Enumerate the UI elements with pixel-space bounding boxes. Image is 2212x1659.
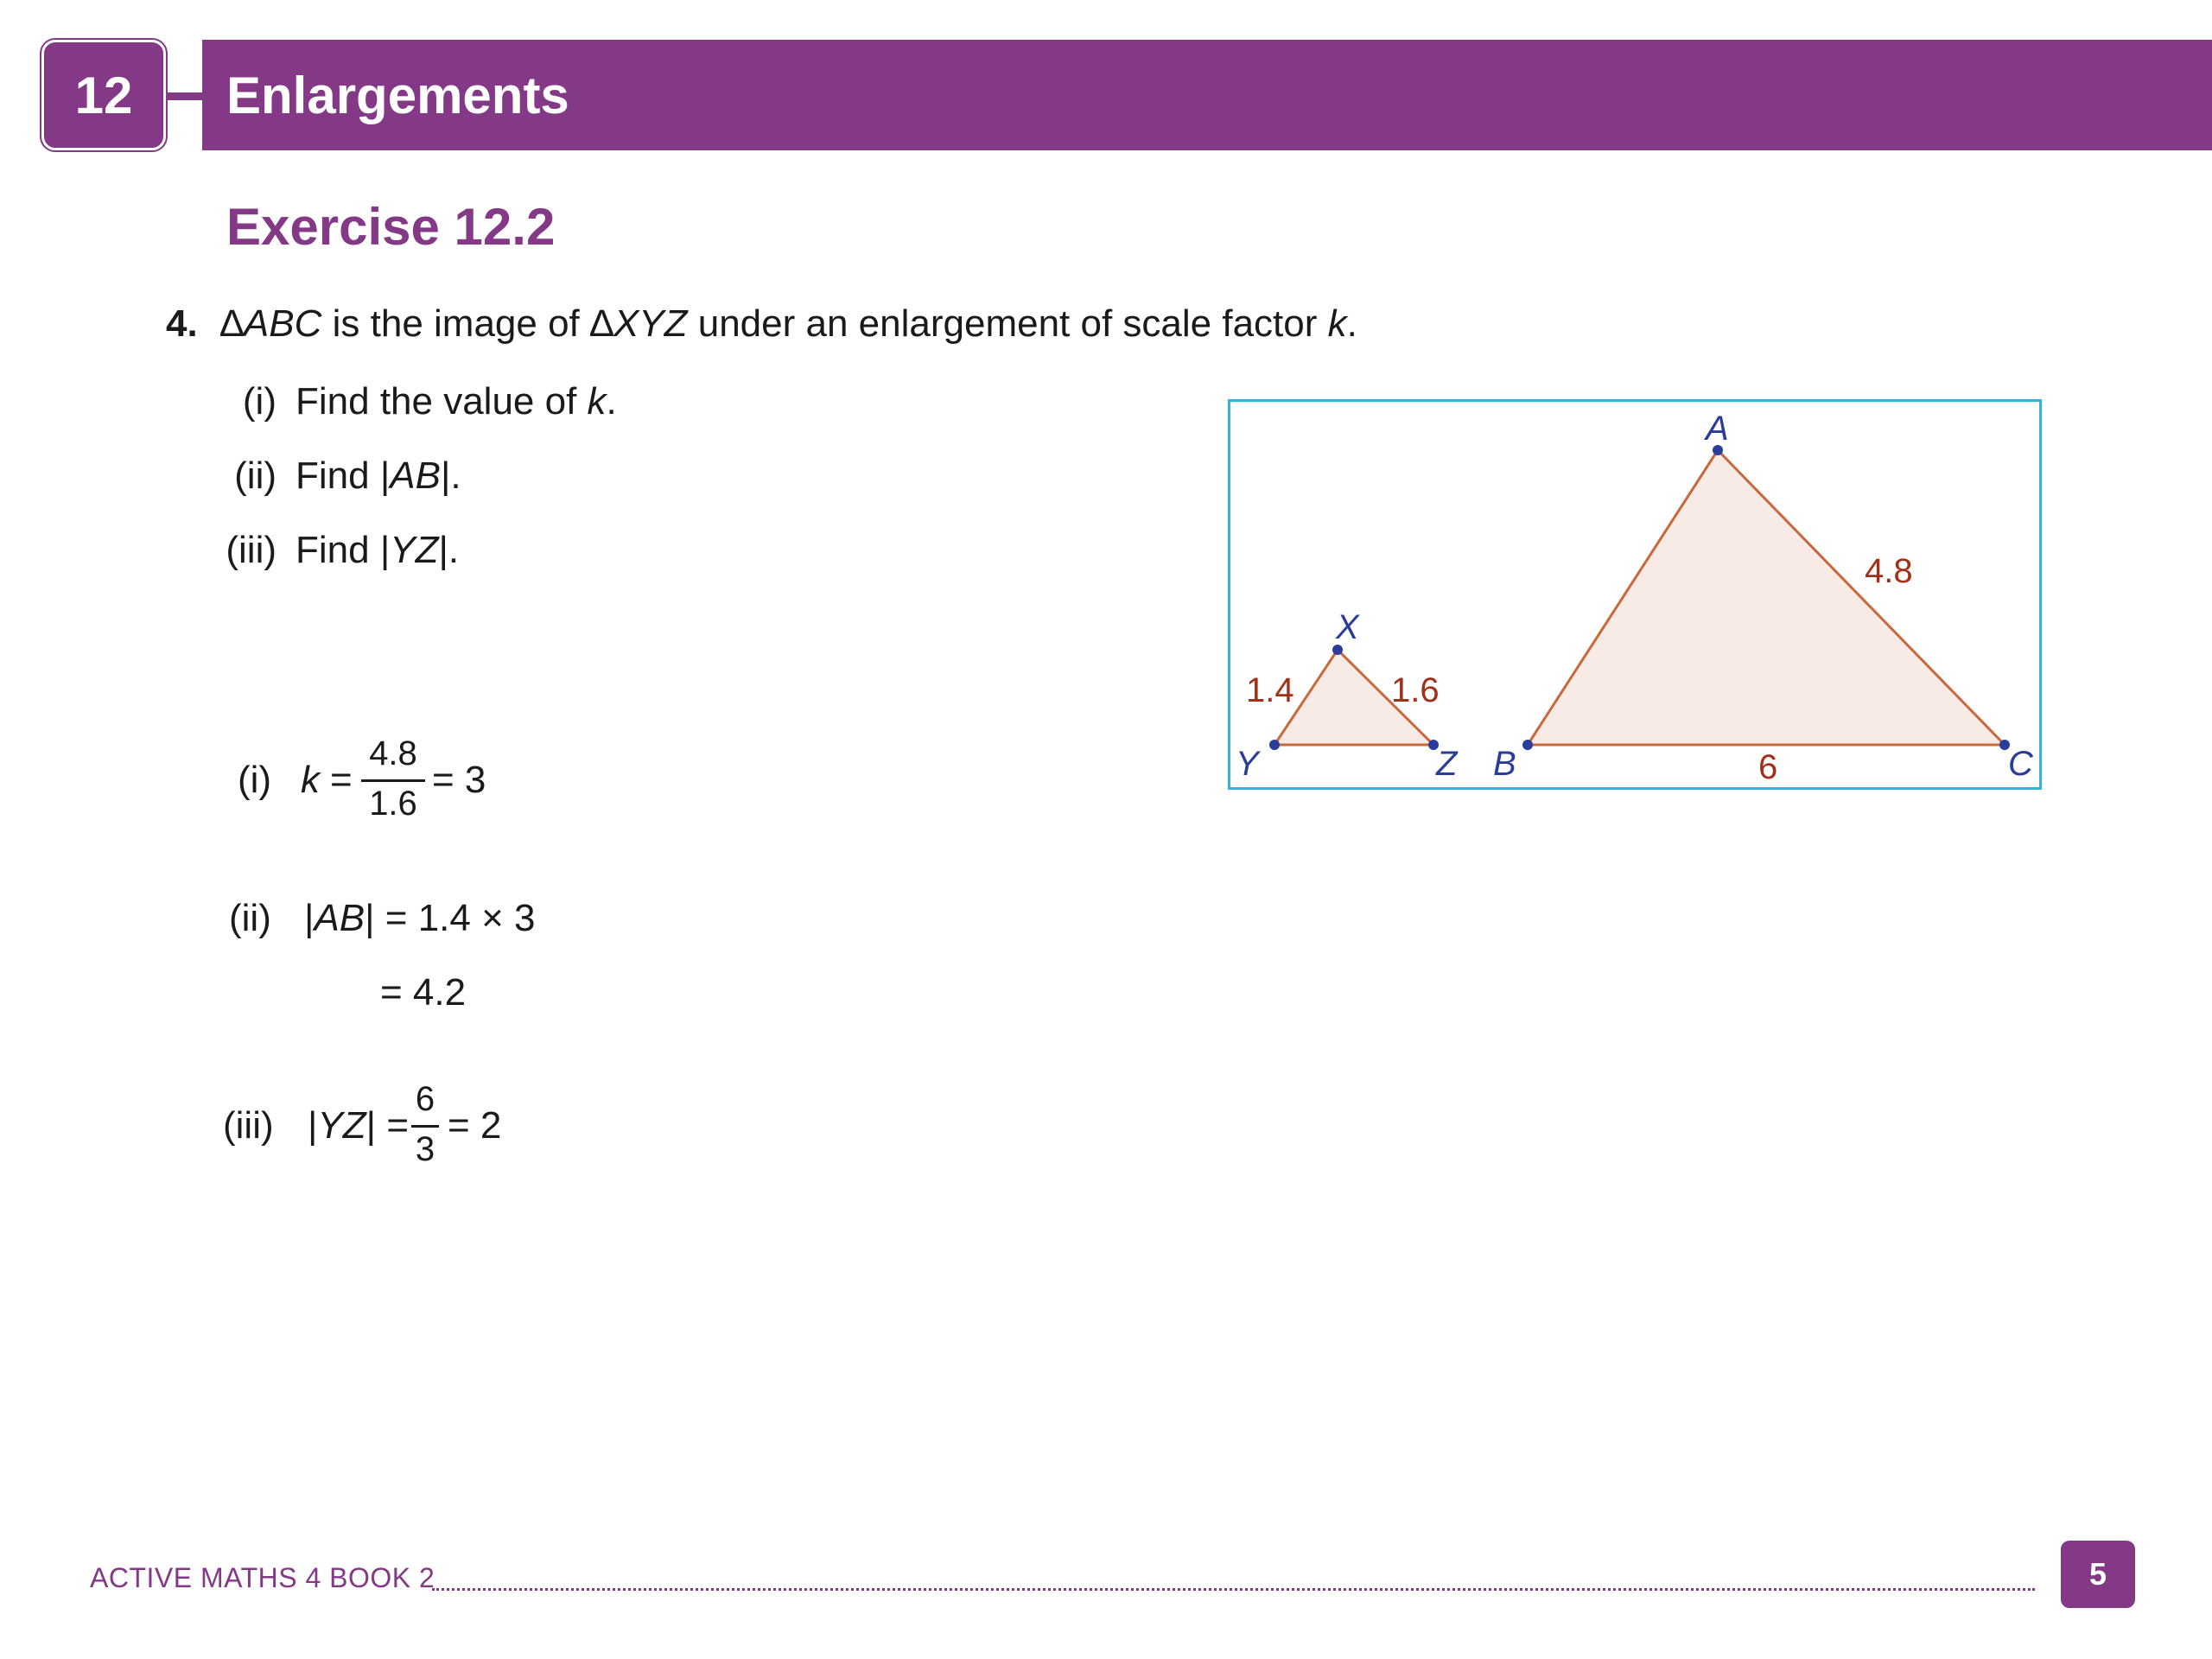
part-text-b: |. <box>438 529 460 571</box>
part-text-i <box>296 380 617 423</box>
solution-result-ii: = 4.2 <box>380 971 467 1014</box>
solution-var-k: k <box>301 759 320 801</box>
vertex-z-label: Z <box>1436 745 1458 783</box>
vertex-y-dot <box>1269 740 1280 750</box>
chapter-number-badge <box>41 40 166 150</box>
stem-text-end: under an enlargement of scale factor <box>687 302 1328 345</box>
question-number: 4. <box>166 302 198 345</box>
stem-period: . <box>1346 302 1357 345</box>
side-bc-length: 6 <box>1758 748 1778 786</box>
triangle-abc-shape <box>1528 450 2005 745</box>
triangle-xyz: XYZ <box>613 302 688 345</box>
triangle-symbol: ∆ <box>590 302 613 345</box>
vertex-y-label: Y <box>1236 745 1259 783</box>
part-text-b: . <box>606 380 617 423</box>
solution-line-ii <box>304 897 536 940</box>
page-number-badge <box>2061 1541 2135 1608</box>
fraction-bar <box>411 1125 439 1128</box>
triangles-svg <box>1230 402 2044 792</box>
solution-line-iii <box>308 1104 409 1147</box>
part-text-var: YZ <box>390 529 439 571</box>
part-label-ii: (ii) <box>234 454 276 497</box>
solution-label-iii: (iii) <box>223 1104 274 1147</box>
part-text-a: Find the value of <box>296 380 588 423</box>
footer-book-title: ACTIVE MATHS 4 BOOK 2 <box>90 1562 435 1593</box>
triangles-diagram <box>1228 399 2042 790</box>
side-xy-length: 1.4 <box>1246 671 1294 709</box>
solution-label-i: (i) <box>238 759 272 801</box>
solution-label-ii: (ii) <box>229 897 271 939</box>
part-text-a: Find | <box>296 529 391 571</box>
fraction-numerator: 4.8 <box>369 734 417 772</box>
stem-text-mid: is the image of <box>321 302 591 345</box>
part-text-b: |. <box>440 454 461 497</box>
page-number: 5 <box>2088 1556 2107 1592</box>
question-stem <box>220 302 1357 346</box>
chapter-connector <box>160 92 207 100</box>
fraction-numerator: 6 <box>415 1080 435 1118</box>
solution-equals: = <box>330 759 353 801</box>
footer-dotted-rule <box>432 1588 2035 1591</box>
part-text-var: AB <box>390 454 441 497</box>
vertex-c-label: C <box>2008 745 2033 783</box>
chapter-title: Enlargements <box>226 66 569 124</box>
solution-equals: | = <box>365 1104 410 1147</box>
part-label-i: (i) <box>242 380 276 423</box>
vertex-a-label: A <box>1706 410 1729 448</box>
vertex-b-label: B <box>1493 745 1516 783</box>
abs-bar: | <box>308 1104 318 1147</box>
triangle-abc: ABC <box>243 302 322 345</box>
part-text-a: Find | <box>296 454 391 497</box>
fraction-denominator: 3 <box>415 1130 435 1168</box>
part-text-var: k <box>587 380 607 423</box>
side-xz-length: 1.6 <box>1391 671 1440 709</box>
side-ac-length: 4.8 <box>1865 552 1913 590</box>
triangle-symbol: ∆ <box>220 302 244 345</box>
vertex-x-label: X <box>1336 608 1359 646</box>
part-text-iii <box>296 529 459 572</box>
segment-yz: YZ <box>317 1104 366 1147</box>
segment-ab: AB <box>314 897 365 939</box>
vertex-b-dot <box>1522 740 1533 750</box>
solution-expression-ii: | = 1.4 × 3 <box>365 897 536 939</box>
solution-result-iii: = 2 <box>448 1104 502 1147</box>
chapter-number: 12 <box>74 66 133 124</box>
exercise-title: Exercise 12.2 <box>226 198 556 256</box>
fraction-bar <box>361 779 425 782</box>
abs-bar: | <box>304 897 315 939</box>
scale-factor-k: k <box>1327 302 1347 345</box>
part-text-ii <box>296 454 461 498</box>
solution-result-i: = 3 <box>432 759 486 801</box>
fraction-denominator: 1.6 <box>369 785 417 823</box>
part-label-iii: (iii) <box>226 529 276 571</box>
